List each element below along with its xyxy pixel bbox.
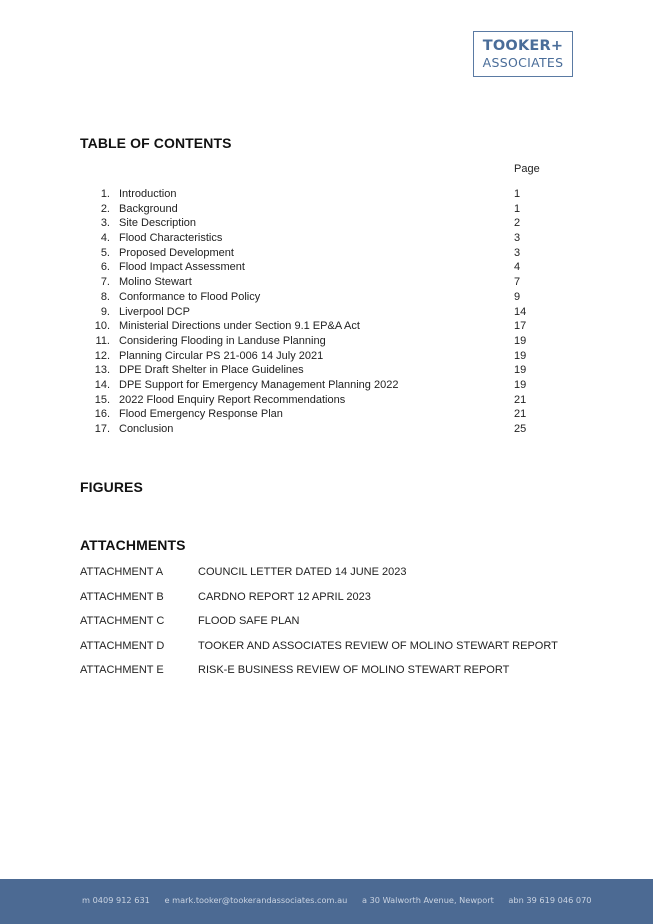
attachment-key: ATTACHMENT D bbox=[80, 639, 165, 652]
toc-entry-page: 21 bbox=[514, 393, 527, 406]
attachment-title: CARDNO REPORT 12 APRIL 2023 bbox=[198, 590, 371, 603]
toc-entry bbox=[80, 349, 560, 364]
toc-page-column-label: Page bbox=[514, 163, 540, 175]
toc-entry bbox=[80, 407, 560, 422]
toc-entry-title: 2022 Flood Enquiry Report Recommendations bbox=[119, 393, 346, 406]
toc-entry-page: 2 bbox=[514, 217, 521, 230]
toc-entry-number: 10. bbox=[94, 320, 110, 333]
toc-entry-title: Flood Emergency Response Plan bbox=[119, 408, 283, 421]
attachment-title: RISK-E BUSINESS REVIEW OF MOLINO STEWART REPORT bbox=[198, 664, 510, 677]
attachments-list bbox=[80, 564, 600, 687]
toc-entry-title: Conclusion bbox=[119, 423, 174, 435]
footer-abn: abn 39 619 046 070 bbox=[508, 895, 592, 905]
attachment-title: FLOOD SAFE PLAN bbox=[198, 615, 300, 628]
attachment-entry bbox=[80, 564, 600, 589]
toc-entry-number: 3. bbox=[100, 217, 110, 230]
toc-entry-title: Flood Characteristics bbox=[119, 232, 223, 245]
toc-entry-number: 14. bbox=[94, 378, 110, 391]
company-logo bbox=[473, 31, 573, 77]
attachment-entry bbox=[80, 613, 600, 638]
toc-entry-number: 11. bbox=[95, 334, 110, 347]
toc-entry-title: Molino Stewart bbox=[119, 276, 192, 289]
footer-contact-line bbox=[82, 895, 604, 905]
toc-entry bbox=[80, 334, 560, 349]
figures-heading: FIGURES bbox=[80, 479, 143, 495]
toc-entry-number: 1. bbox=[100, 188, 110, 200]
toc-entry-number: 7. bbox=[100, 276, 110, 289]
toc-entry-page: 19 bbox=[514, 349, 527, 362]
toc-list bbox=[80, 187, 560, 437]
toc-entry-title: Considering Flooding in Landuse Planning bbox=[119, 334, 326, 347]
toc-entry-title: Conformance to Flood Policy bbox=[119, 290, 261, 303]
toc-entry-number: 4. bbox=[100, 232, 110, 245]
logo-line-2: ASSOCIATES bbox=[482, 55, 564, 70]
toc-entry-title: Liverpool DCP bbox=[119, 305, 190, 318]
toc-entry bbox=[80, 260, 560, 275]
toc-entry bbox=[80, 319, 560, 334]
toc-entry bbox=[80, 378, 560, 393]
toc-entry bbox=[80, 246, 560, 261]
toc-entry-title: DPE Support for Emergency Management Planning 2022 bbox=[119, 378, 399, 391]
footer-mobile: m 0409 912 631 bbox=[82, 895, 150, 905]
toc-entry bbox=[80, 216, 560, 231]
toc-entry-page: 9 bbox=[514, 290, 521, 303]
attachment-title: TOOKER AND ASSOCIATES REVIEW OF MOLINO STEWART REPORT bbox=[198, 639, 558, 652]
toc-entry-page: 19 bbox=[514, 364, 527, 377]
attachment-entry bbox=[80, 589, 600, 614]
toc-entry bbox=[80, 202, 560, 217]
toc-entry-number: 13. bbox=[94, 364, 110, 377]
toc-entry-page: 7 bbox=[514, 276, 521, 289]
toc-entry-page: 19 bbox=[514, 334, 527, 347]
page-footer bbox=[0, 879, 653, 924]
attachment-key: ATTACHMENT C bbox=[80, 615, 165, 628]
toc-entry-page: 3 bbox=[514, 246, 521, 259]
toc-entry bbox=[80, 187, 560, 202]
attachment-title: COUNCIL LETTER DATED 14 JUNE 2023 bbox=[198, 566, 407, 578]
toc-entry-page: 25 bbox=[514, 423, 527, 435]
toc-entry bbox=[80, 305, 560, 320]
toc-entry-page: 14 bbox=[514, 305, 527, 318]
attachment-entry bbox=[80, 662, 600, 687]
toc-entry-page: 1 bbox=[514, 202, 521, 215]
toc-entry-number: 12. bbox=[94, 349, 110, 362]
toc-entry bbox=[80, 422, 560, 437]
attachment-key: ATTACHMENT A bbox=[80, 566, 164, 578]
attachment-entry bbox=[80, 638, 600, 663]
toc-entry-number: 2. bbox=[100, 202, 110, 215]
toc-entry bbox=[80, 275, 560, 290]
toc-entry-title: Site Description bbox=[119, 217, 197, 230]
toc-entry-page: 4 bbox=[514, 261, 521, 274]
logo-line-1: TOOKER+ bbox=[482, 38, 564, 54]
attachment-key: ATTACHMENT B bbox=[80, 590, 164, 603]
toc-entry-page: 21 bbox=[514, 408, 527, 421]
toc-entry-title: Proposed Development bbox=[119, 246, 234, 259]
toc-entry-title: Planning Circular PS 21-006 14 July 2021 bbox=[119, 349, 324, 362]
toc-entry-page: 19 bbox=[514, 378, 527, 391]
toc-entry-number: 6. bbox=[100, 261, 110, 274]
toc-entry-title: Ministerial Directions under Section 9.1 EP&A Act bbox=[119, 320, 360, 333]
toc-entry-number: 16. bbox=[94, 408, 110, 421]
toc-heading: TABLE OF CONTENTS bbox=[80, 135, 232, 151]
toc-entry bbox=[80, 393, 560, 408]
footer-email: e mark.tooker@tookerandassociates.com.au bbox=[164, 895, 348, 905]
toc-entry bbox=[80, 290, 560, 305]
attachment-key: ATTACHMENT E bbox=[80, 664, 164, 677]
toc-entry-number: 8. bbox=[100, 290, 110, 303]
toc-entry-number: 9. bbox=[100, 305, 110, 318]
toc-entry-number: 15. bbox=[94, 393, 110, 406]
toc-entry-title: DPE Draft Shelter in Place Guidelines bbox=[119, 364, 304, 377]
toc-entry bbox=[80, 363, 560, 378]
toc-entry-page: 1 bbox=[514, 188, 521, 200]
toc-entry-number: 17. bbox=[94, 423, 110, 435]
toc-entry-title: Introduction bbox=[119, 188, 177, 200]
toc-entry-title: Flood Impact Assessment bbox=[119, 261, 245, 274]
attachments-heading: ATTACHMENTS bbox=[80, 537, 186, 553]
footer-address: a 30 Walworth Avenue, Newport bbox=[361, 895, 494, 905]
toc-entry-number: 5. bbox=[100, 246, 110, 259]
toc-entry-title: Background bbox=[119, 202, 178, 215]
toc-entry-page: 3 bbox=[514, 232, 521, 245]
toc-entry-page: 17 bbox=[514, 320, 527, 333]
toc-entry bbox=[80, 231, 560, 246]
